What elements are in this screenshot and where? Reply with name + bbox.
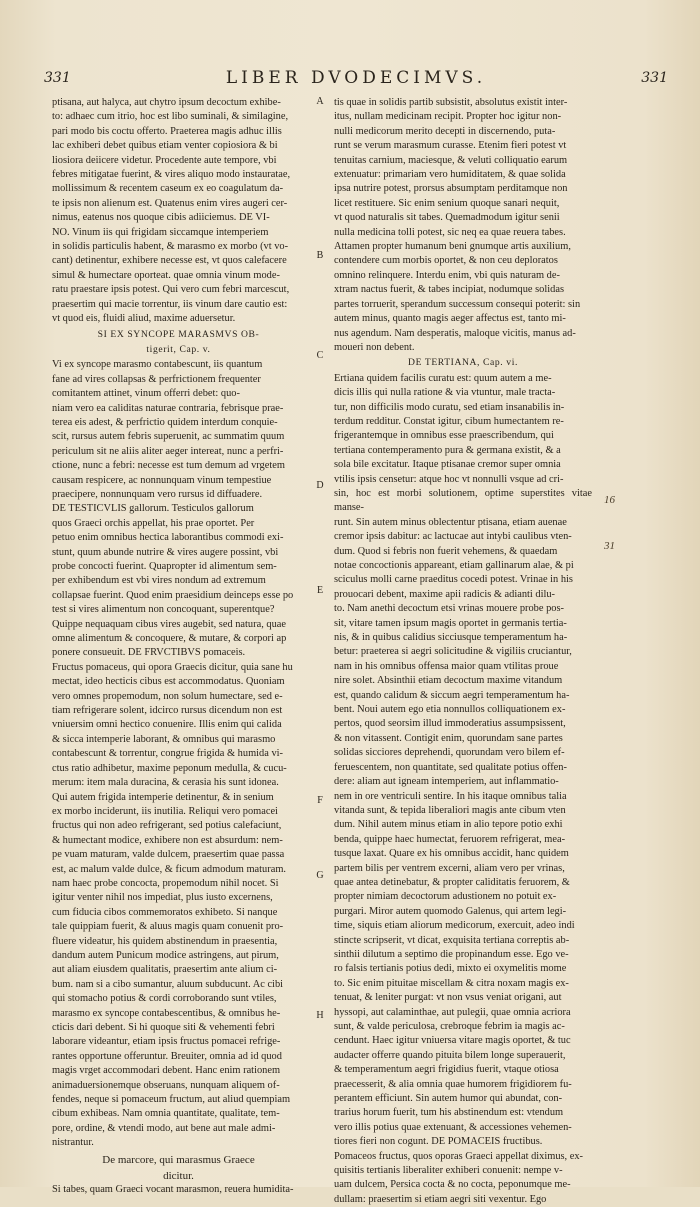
text-line: ctione, nunc a febri: necesse est tum demum ad vrgetem	[52, 460, 285, 472]
text-line: vero omnes propemodum, non solum humectare, sed e-	[52, 690, 283, 702]
text-line: benda, quippe haec humectat, feruorem refrigerat, mea-	[334, 833, 566, 845]
text-line: nus agendum. Nam desperatis, maloque vicitis, manus ad-	[334, 327, 576, 339]
text-line: tur, non difficilis modo curatu, sed etiam insanabilis in-	[334, 401, 565, 413]
text-line: vtilis ipsis censetur: atque hoc vt nonnulli vsque ad cri-	[334, 473, 564, 485]
text-line: terdum redditur. Constat igitur, cibum humectantem re-	[334, 415, 564, 427]
text-line: betur: praeterea si aegri solicitudine & vigiliis cruciantur,	[334, 646, 572, 658]
text-line: dere: aliam aut igneam intemperiem, aut inflammatio-	[334, 776, 559, 788]
text-line: marasmo ex syncope contabescentibus, & omnibus he-	[52, 1007, 281, 1019]
text-line: in solidis particulis habent, & marasmo ex morbo (vt vo-	[52, 241, 289, 253]
chapter-subheading: De marcore, qui marasmus Graece	[102, 1153, 255, 1166]
text-line: comitantem attinet, vinum offerri debet: quo-	[52, 388, 240, 400]
text-line: dum. Nihil autem minus etiam in alio tepore potio exhi	[334, 819, 563, 831]
text-line: nis, & in quibus calidius sicciusque temperamentum ha-	[334, 632, 568, 644]
text-line: pe vuam maturam, valde dulcem, praesertim quae passa	[52, 849, 285, 861]
text-line: & sicca intemperie laborant, & omnibus qui marasmo	[52, 733, 276, 745]
text-line: vt quod naturalis sit tabes. Quemadmodum igitur senii	[334, 212, 560, 224]
text-line: ro falsis tertianis potius dedi, mixto ei oxymelitis mome	[334, 963, 567, 975]
text-line: Ertiana quidem facilis curatu est: quum autem a me-	[334, 372, 552, 384]
text-line: cibum exhibeas. Nam omnia quantitate, qualitate, tem-	[52, 1108, 280, 1120]
text-line: aut aliam eiusdem qualitatis, praesertim ante alium ci-	[52, 964, 278, 976]
text-line: & humectant modice, exhibere non est absurdum: nem-	[52, 834, 283, 846]
text-line: ratu praestare ipsis potest. Qui vero cum febri marcescut,	[52, 284, 290, 296]
text-line: sinthii dilutum a septimo die propinandum esse. Ego ve-	[334, 948, 569, 960]
text-line: ex morbo inciderunt, iis inutilia. Reliqui vero pomacei	[52, 805, 278, 817]
text-line: cremor ipsis dabitur: ac lactucae aut intybi caulibus vten-	[334, 531, 572, 543]
gutter-letter: G	[316, 870, 324, 881]
text-line: fluere videatur, his quidem abstinendum in praesentia,	[52, 935, 278, 947]
text-line: petuo enim omnibus hectica laborantibus commodi exi-	[52, 532, 284, 544]
text-line: est, quando calidum & siccum aegri temperamentum ha-	[334, 689, 570, 701]
text-line: bum. nam si a cibo sumantur, aluum subducunt. Ac cibi	[52, 978, 284, 990]
text-line: praecesserit, & alia omnia quae humorem frigidiorem fu-	[334, 1078, 572, 1090]
text-line: vniuersim omni hectico conuenire. Illis enim qui calida	[52, 719, 282, 731]
gutter-letter: B	[316, 250, 324, 261]
text-line: partes torruerit, sperandum successum consequi poterit: sin	[334, 298, 581, 310]
text-line: cticis dari debent. Si hi quoque siti & vehementi febri	[52, 1022, 275, 1033]
text-line: tiam refrigerare solent, idcirco rursus dicendum non est	[52, 705, 283, 717]
text-line: quae antea detinebatur, & propter caliditatis feruorem, &	[334, 876, 570, 888]
text-line: terea eis adest, & perfrictio quidem interdum conquie-	[52, 416, 278, 428]
text-line: sin, hoc est morbi solutionem, optime superstites vitae manse-	[334, 487, 592, 514]
text-line: nistrantur.	[52, 1137, 94, 1149]
text-line: tusque laxat. Quare ex his omnibus accidit, hanc quidem	[334, 848, 569, 860]
text-line: omne alimentum & concoquere, & mutare, & corpori ap	[52, 633, 287, 645]
text-line: autem minus, quanto magis aeger affectus est, tanto mi-	[334, 313, 566, 325]
text-line: magis vrget accommodari debent. Hanc enim rationem	[52, 1065, 281, 1077]
text-line: tenuat, & leniter purgat: vt non vsus veniat origani, aut	[334, 992, 562, 1004]
text-line: tis quae in solidis partib subsistit, absolutus existit inter-	[334, 97, 568, 108]
text-line: solidas sicciores deprehendi, quorundam vero bilem ef-	[334, 747, 565, 759]
running-title: LIBER DVODECIMVS.	[225, 68, 487, 88]
section-heading: tigerit, Cap. v.	[146, 343, 211, 355]
text-line: propter nimiam decoctorum adustionem no potuit ex-	[334, 891, 557, 903]
text-line: nire solet. Absinthii etiam decoctum maxime vitandum	[334, 675, 563, 687]
text-line: Pomaceos fructus, quos oporas Graeci appellat diximus, ex-	[334, 1150, 584, 1162]
text-line: dicis illis qui nulla ratione & via vtuntur, male tracta-	[334, 387, 556, 399]
text-line: mectat, ideo hecticis cibus est accommodatus. Quoniam	[52, 676, 285, 688]
text-line: simul & humectare oporteat. quae omnia vinum mode-	[52, 269, 280, 281]
text-line: tale quippiam fuerit, & aluus magis quam conuenit pro-	[52, 921, 284, 933]
text-line: est, ac malum valde dulce, & ficum admodum maturam.	[52, 863, 287, 875]
text-line: stincte scripserit, vt dicat, exquisita tertiana correptis ab-	[334, 934, 570, 946]
right-column	[334, 96, 592, 1207]
text-line: sciculus molli carne praeditus cocedi potest. Vrinae in his	[334, 574, 573, 586]
section-heading: SI EX SYNCOPE MARASMVS OB-	[97, 328, 260, 340]
text-line: bent. Noui autem ego etia nonnullos colliquationem ex-	[334, 704, 566, 716]
text-line: fructus qui non adeo refrigerant, sed potius calefaciunt,	[52, 820, 282, 832]
text-line: runt se verum marasmum curasse. Etenim fieri potest vt	[334, 140, 567, 152]
folio-number-left: 331	[44, 70, 71, 86]
text-line: ptisana, aut halyca, aut chytro ipsum decoctum exhibe-	[52, 97, 281, 108]
text-line: vt quod eis, fluidi aliud, maxime aduersetur.	[52, 313, 236, 325]
text-line: hyssopi, aut calaminthae, aut pulegii, quae omnia acriora	[334, 1006, 571, 1018]
text-line: dum. Quod si febris non fuerit vehemens, & quaedam	[334, 545, 558, 557]
text-line: to. Sic enim pituitae miscellam & citra noxam magis ex-	[334, 977, 569, 989]
text-line: DE TESTICVLIS gallorum. Testiculos gallorum	[52, 503, 254, 515]
text-line: & temperamentum aegri frigidius fuerit, vtaque otiosa	[334, 1064, 559, 1076]
text-line: nimus, eatenus nos quoque cibis adiiciemus. DE VI-	[52, 212, 270, 224]
text-line: frigerantemque in omnibus esse praescribendum, qui	[334, 430, 554, 442]
text-line: fendes, neque si pomaceum fructum, aut aliud quempiam	[52, 1094, 291, 1106]
text-line: sunt, & valde periculosa, crebroque febrim ia magis ac-	[334, 1021, 565, 1032]
text-line: cum fiducia cibos commemoratos exhibeto. Si nanque	[52, 906, 278, 918]
text-line: niam vero ea caliditas naturae contraria, febrisque prae-	[52, 402, 284, 414]
text-line: feruescentem, non quantitate, sed qualitate potius offen-	[334, 761, 567, 773]
text-line: pore, ordine, & vtendi modo, aut bene aut male admi-	[52, 1122, 276, 1134]
folio-number-right: 331	[641, 70, 668, 86]
text-line: probe concocti fuerint. Quapropter id alimentum sem-	[52, 561, 277, 572]
text-line: sola bile excitatur. Itaque ptisanae cremor super omnia	[334, 459, 561, 471]
text-line: Attamen propter humanum beni gnumque artis auxilium,	[334, 241, 571, 253]
text-line: omnino relinquere. Interdu enim, vbi quis naturam de-	[334, 269, 560, 281]
running-header	[44, 68, 668, 90]
text-line: dullam: praesertim si etiam aegri siti vexentur. Ego	[334, 1193, 547, 1205]
text-line: vitanda sunt, & tepida liberaliori magis ante cibum vten	[334, 804, 566, 816]
chapter-subheading: dicitur.	[163, 1170, 194, 1183]
text-line: fane ad vires collapsas & perfrictionem frequenter	[52, 373, 261, 385]
text-line: time, siquis etiam aliorum medicorum, exercuit, adeo indi	[334, 920, 575, 932]
text-line: Qui autem frigida intemperie detinentur, & in senium	[52, 791, 274, 803]
text-line: Vi ex syncope marasmo contabescunt, iis quantum	[52, 359, 263, 371]
text-line: causam respicere, ac nonnunquam vinum tempestiue	[52, 474, 272, 486]
text-line: ponere consueuit. DE FRVCTIBVS pomaceis.	[52, 647, 246, 659]
text-line: cant) detinentur, exhibere necesse est, vt quos calefacere	[52, 255, 287, 267]
text-line: contabescunt & torrentur, congrue frigida & humida vi-	[52, 748, 283, 760]
text-line: scit, rursus autem febris superuenit, ac summatim quum	[52, 431, 285, 443]
text-line: igitur venter nihil nos impediat, plus iusto excernens,	[52, 892, 273, 904]
text-line: collapsae fuerint. Quod enim praesidium deinceps esse po	[52, 589, 294, 601]
text-line: dandum autem Punicum modice astringens, aut pirum,	[52, 949, 279, 961]
text-line: perantem efficiunt. Sin autem humor qui abundat, con-	[334, 1093, 563, 1105]
text-line: extenuatur: primariam vero humiditatem, & quae solida	[334, 169, 566, 181]
text-line: nem in ore ventriculi sentire. In his itaque omnibus talia	[334, 790, 567, 802]
text-line: cendunt. Haec igitur vniuersa vitare magis oportet, & tuc	[334, 1035, 571, 1047]
text-line: lac exhiberi debet quibus etiam venter copiosiora & bi	[52, 140, 278, 152]
text-line: & non vitassent. Contigit enim, quorundam sane partes	[334, 732, 563, 744]
text-line: nulla medicina tolli potest, sic neq ea quae reuera tabes.	[334, 226, 566, 238]
text-line: Fructus pomaceus, qui opora Graecis dicitur, quia sane hu	[52, 661, 293, 673]
text-line: NO. Vinum iis qui frigidam siccamque intemperiem	[52, 226, 269, 238]
text-line: tenuitas carnium, maciesque, & veluti colliquatio earum	[334, 154, 568, 166]
text-line: notae concoctionis appareant, etiam gallinarum alae, & pi	[334, 560, 574, 571]
text-line: sit, vitare tamen ipsum magis oportet in germanis tertia-	[334, 617, 567, 629]
text-line: Quippe nequaquam cibus vires augebit, sed natura, quae	[52, 618, 287, 630]
gutter-letter: A	[316, 96, 324, 107]
text-line: merum: item mala duracina, & cerasia his sunt idonea.	[52, 777, 279, 789]
gutter-letter: E	[316, 585, 324, 596]
text-line: audacter offerre quando pituita bilem longe superauerit,	[334, 1049, 566, 1061]
text-line: itus, nullam medicinam recipit. Propter hoc igitur non-	[334, 111, 562, 123]
text-line: per exhibendum est vbi vires nondum ad extremum	[52, 575, 266, 587]
text-line: rantes opportune offeruntur. Breuiter, omnia ad id quod	[52, 1050, 282, 1062]
text-line: febres mitigatae fuerint, & vires aliquo modo instauratae,	[52, 169, 291, 181]
text-line: mollissimum & recentem caseum ex eo coagulatum da-	[52, 183, 284, 195]
left-column	[52, 96, 305, 1198]
text-line: ipsa nutrire potest, prorsus absumptam perditamque non	[334, 183, 568, 195]
text-line: quisitis tertianis liberaliter exhiberi conuenit: nempe v-	[334, 1165, 563, 1177]
text-line: tiores fieri non cogunt. DE POMACEIS fructibus.	[334, 1136, 543, 1148]
text-line: vero illis potius quae extenuant, & accessiones vehemen-	[334, 1121, 572, 1133]
text-line: xtram nactus fuerit, & tabes incipiat, nodumque solidas	[334, 284, 564, 296]
margin-note: 31	[604, 540, 615, 552]
text-line: te ipsis non alienum est. Quatenus enim vires augeri cer-	[52, 197, 288, 209]
text-line: nam in his omnibus offensa maior quam vtilitas proue	[334, 660, 559, 672]
text-line: trarius horum fuerit, tum his abstinendum est: vtendum	[334, 1107, 564, 1119]
text-line: uam dulcem, Persica cocta & no cocta, peponumque me-	[334, 1179, 571, 1191]
text-line: to. Nam anethi decoctum etsi vrinas mouere probe pos-	[334, 603, 564, 615]
text-line: moueri non debent.	[334, 341, 415, 353]
gutter-letter: D	[316, 480, 324, 491]
text-line: qui stomacho potius & cordi corroborando sunt vtiles,	[52, 993, 277, 1005]
gutter-letter: H	[316, 1010, 324, 1021]
margin-note: 16	[604, 494, 615, 506]
text-line: periculum sit ne aliis aliter aeger intereat, nunc a perfri-	[52, 445, 284, 457]
text-line: purgari. Miror autem quomodo Galenus, qui artem legi-	[334, 905, 567, 917]
text-line: stunt, quum abunde nutrire & vires augere possint, vbi	[52, 546, 279, 558]
text-line: praecipere, nonnunquam vero rursus id diffuadere.	[52, 488, 263, 500]
section-heading: DE TERTIANA, Cap. vi.	[408, 357, 518, 369]
text-line: licet restituere. Sic enim senium quoque sanari nequit,	[334, 197, 560, 209]
gutter-letter: C	[316, 350, 324, 361]
text-line: animaduersionemque obseruans, nunquam aliquem of-	[52, 1079, 280, 1091]
text-line: praesertim qui macie torrentur, iis vinum dare cautio est:	[52, 298, 288, 310]
text-line: partem bilis per ventrem excerni, aliam vero per vrinas,	[334, 862, 565, 874]
text-line: laborare videantur, etiam ipsis fructus pomacei refrige-	[52, 1036, 281, 1048]
text-line: pari modo bis coctu offerto. Praeterea magis adhuc illis	[52, 125, 282, 137]
text-line: ctus ratio adhibetur, maxime peponum medulla, & cucu-	[52, 762, 287, 774]
text-line: nam haec probe concocta, propemodum nihil nocet. Si	[52, 877, 279, 889]
text-line: Si tabes, quam Graeci vocant marasmon, reuera humidita-	[52, 1184, 294, 1196]
gutter-letter: F	[317, 795, 323, 806]
text-line: quos Graeci orchis appellat, his prae oportet. Per	[52, 517, 255, 529]
text-line: runt. Sin autem minus oblectentur ptisana, etiam auenae	[334, 516, 567, 528]
text-line: pertos, quod seorsim illud immoderatius assumpsissent,	[334, 718, 566, 730]
text-line: prouocari debent, maxime apii radicis & adianti dilu-	[334, 588, 556, 600]
text-line: contendere cum morbis oportet, & non ceu deploratos	[334, 255, 558, 267]
text-line: nulli medicorum merito decepti in discernendo, puta-	[334, 125, 556, 137]
text-line: tertiana contemperamento pura & germana existit, & a	[334, 444, 561, 456]
text-line: test si vires alimentum non concoquant, superentque?	[52, 604, 275, 616]
text-line: to: adhaec cum itrio, hoc est libo suminali, & similagine,	[52, 111, 289, 123]
text-line: liosiora deiicere videtur. Procedente aute tempore, vbi	[52, 154, 277, 166]
